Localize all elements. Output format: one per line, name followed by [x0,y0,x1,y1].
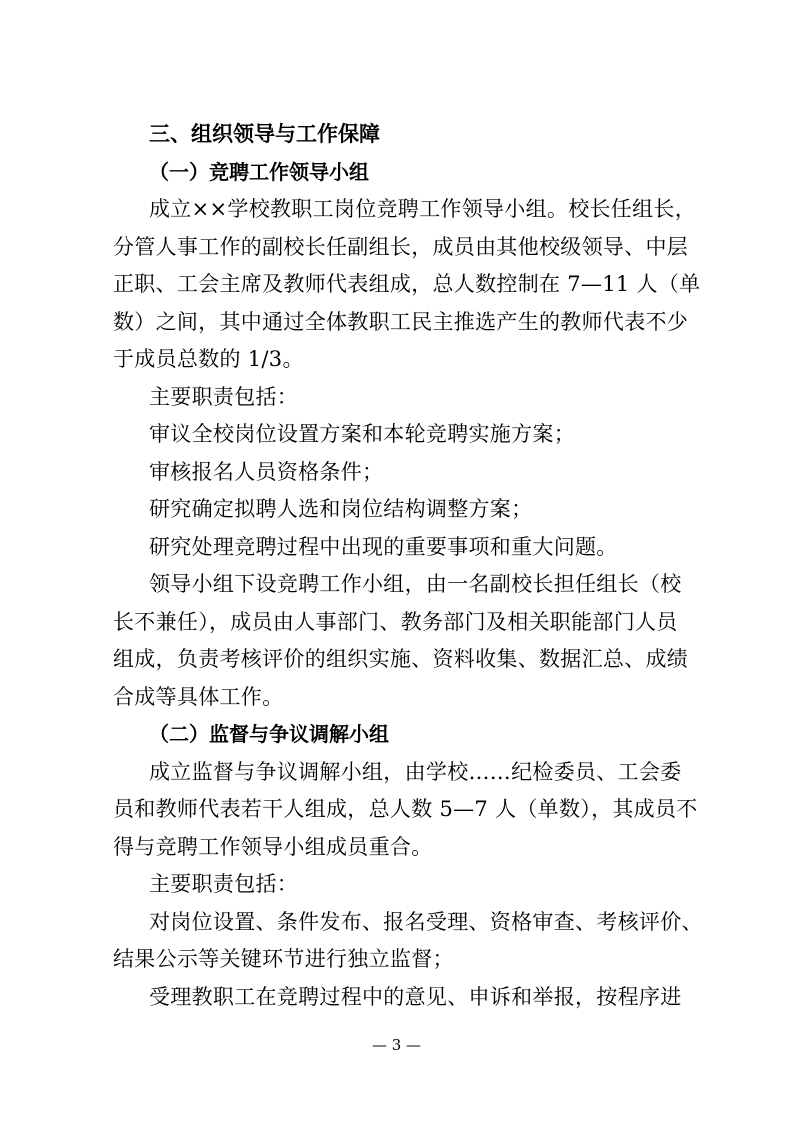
section-heading: 三、组织领导与工作保障 [149,122,380,146]
text-line: 对岗位设置、条件发布、报名受理、资格审查、考核评价、 [149,909,703,934]
text-line: 数）之间，其中通过全体教职工民主推选产生的教师代表不少 [113,309,689,334]
duty-item: 研究确定拟聘人选和岗位结构调整方案； [149,497,533,521]
text-line: 正职、工会主席及教师代表组成，总人数控制在 7—11 人（单 [113,272,701,296]
text-line: 得与竞聘工作领导小组成员重合。 [113,834,433,859]
duty-item: 研究处理竞聘过程中出现的重要事项和重大问题。 [149,534,618,559]
text-line: 员和教师代表若干人组成，总人数 5—7 人（单数），其成员不 [113,797,698,821]
paragraph [113,191,701,379]
duty-item: 审议全校岗位设置方案和本轮竞聘实施方案； [149,422,575,446]
subsection-title: （一）竞聘工作领导小组 [149,159,369,184]
duties-intro: 主要职责包括： [149,384,299,409]
text-line: 分管人事工作的副校长任副组长，成员由其他校级领导、中层 [113,234,689,259]
text-line: 结果公示等关键环节进行独立监督； [113,947,454,971]
text-line: 合成等具体工作。 [113,684,284,709]
document-body [113,116,703,1016]
duty-item: 受理教职工在竞聘过程中的意见、申诉和举报，按程序进 [149,984,682,1009]
paragraph [113,754,698,867]
text-line: 成立××学校教职工岗位竞聘工作领导小组。校长任组长， [149,197,696,221]
paragraph [113,566,689,716]
page-number: — 3 — [371,1036,422,1054]
duty-item [113,904,703,979]
text-line: 成立监督与争议调解小组，由学校……纪检委员、工会委 [149,759,682,784]
text-line: 领导小组下设竞聘工作小组，由一名副校长担任组长（校 [149,572,682,596]
duties-intro: 主要职责包括： [149,872,299,896]
subsection-title: （二）监督与争议调解小组 [149,722,389,746]
duty-item: 审核报名人员资格条件； [149,459,384,484]
text-line: 于成员总数的 1/3。 [113,347,304,371]
text-line: 组成，负责考核评价的组织实施、资料收集、数据汇总、成绩 [113,647,689,671]
text-line: 长不兼任），成员由人事部门、教务部门及相关职能部门人员 [113,609,678,634]
